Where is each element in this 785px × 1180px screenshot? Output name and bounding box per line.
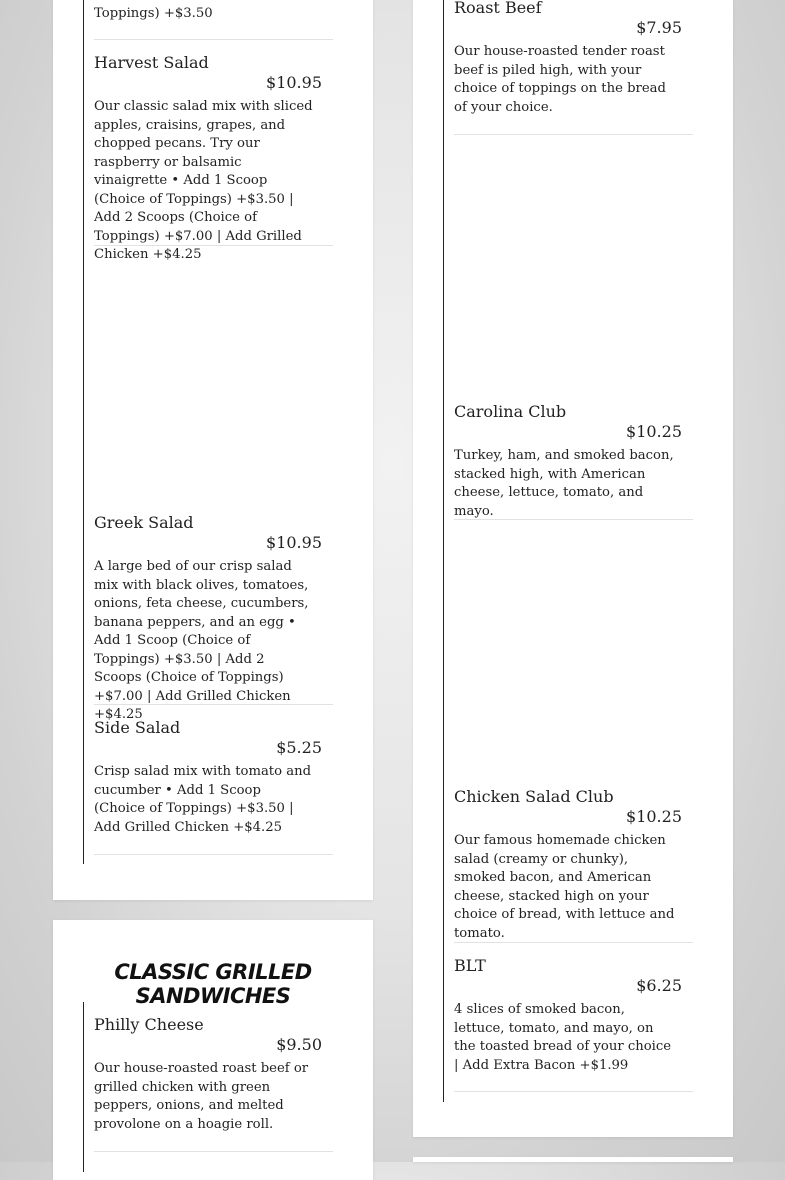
separator (94, 245, 333, 246)
item-description: Our house-roasted tender roast beef is piled high, with your choice of toppings on the bread of your choice. (454, 44, 666, 115)
item-name: Philly Cheese (94, 1015, 204, 1034)
item-price: $10.25 (626, 422, 682, 441)
separator (454, 1091, 693, 1092)
separator (94, 39, 333, 40)
item-price: $6.25 (636, 976, 682, 995)
item-description: A large bed of our crisp salad mix with black olives, tomatoes, onions, feta cheese, cucumbers, banana peppers, and an egg • Add 1 Scoop (Choice of Toppings) +$3.50 | Add 2 Scoops (Choice of Toppings) +$7.00 | Add Grilled Chicken +$4.25 (94, 559, 309, 722)
item-name: BLT (454, 956, 486, 975)
item-name: Greek Salad (94, 513, 194, 532)
item-price: $10.25 (626, 807, 682, 826)
item-price: $5.25 (276, 738, 322, 757)
item-description: Our famous homemade chicken salad (creamy or chunky), smoked bacon, and American cheese, stacked high on your choice of bread, with lettuce and tomato. (454, 833, 675, 941)
item-description: 4 slices of smoked bacon, lettuce, tomato, and mayo, on the toasted bread of your choice | Add Extra Bacon +$1.99 (454, 1002, 672, 1073)
salads-card (53, 0, 373, 900)
item-name: Harvest Salad (94, 53, 209, 72)
item-description: Turkey, ham, and smoked bacon, stacked high, with American cheese, lettuce, tomato, and mayo. (454, 448, 674, 519)
column-rule (443, 0, 444, 1102)
item-price: $10.95 (266, 73, 322, 92)
grilled-sandwiches-card (53, 920, 373, 1180)
item-price: $10.95 (266, 533, 322, 552)
item-name: Side Salad (94, 718, 181, 737)
item-price: $7.95 (636, 18, 682, 37)
sandwiches-card (413, 0, 733, 1137)
next-card-edge (413, 1157, 733, 1162)
item-description: Crisp salad mix with tomato and cucumber • Add 1 Scoop (Choice of Toppings) +$3.50 | Add Grilled Chicken +$4.25 (94, 764, 312, 835)
separator (454, 519, 693, 520)
item-description: Our classic salad mix with sliced apples, craisins, grapes, and chopped pecans. Try our raspberry or balsamic vinaigrette • Add 1 Scoop (Choice of Toppings) +$3.50 | Add 2 Scoops (Choice of Toppings) +$7.00 | Add Grilled Chicken +$4.25 (94, 99, 313, 262)
section-title: CLASSIC GRILLED SANDWICHES (114, 960, 312, 1008)
separator (94, 1151, 333, 1152)
column-rule (83, 0, 84, 864)
item-price: $9.50 (276, 1035, 322, 1054)
separator (454, 942, 693, 943)
column-rule (83, 1002, 84, 1172)
item-name: Chicken Salad Club (454, 787, 614, 806)
separator (94, 704, 333, 705)
separator (454, 134, 693, 135)
item-description: Our house-roasted roast beef or grilled chicken with green peppers, onions, and melted provolone on a hoagie roll. (94, 1061, 309, 1132)
separator (94, 854, 333, 855)
item-name: Roast Beef (454, 0, 542, 17)
top-fragment-text: Toppings) +$3.50 (94, 6, 213, 21)
item-name: Carolina Club (454, 402, 567, 421)
